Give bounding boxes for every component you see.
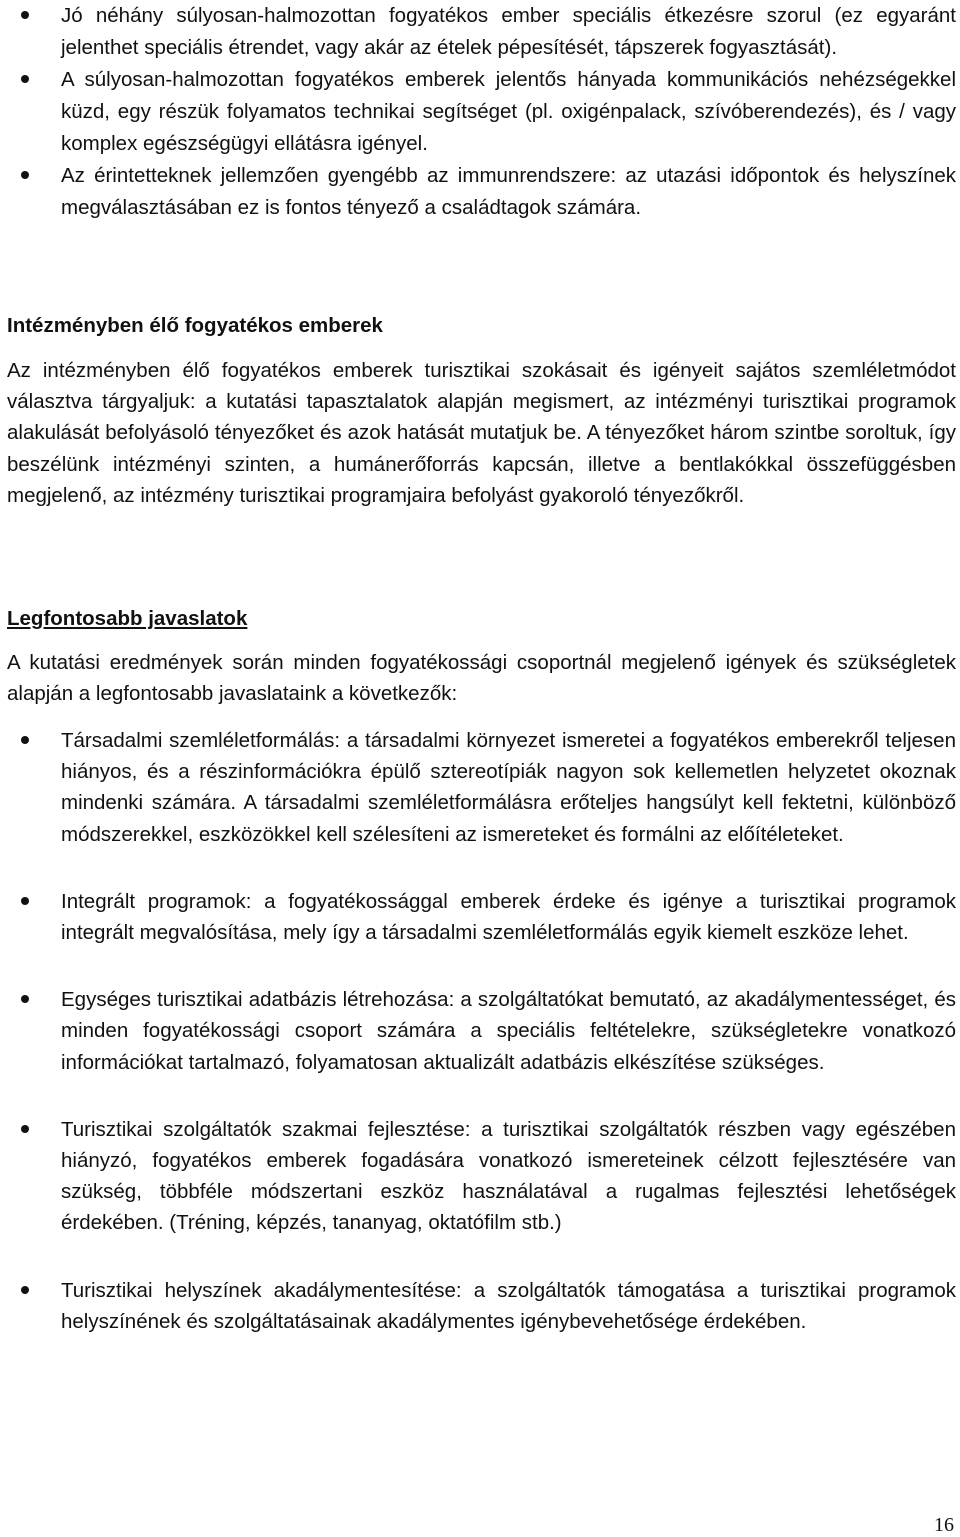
- list-item-text: Az érintetteknek jellemzően gyengébb az immunrendszere: az utazási időpontok és helyszínek megválasztásában ez is fontos tényező a családtagok számára.: [61, 164, 956, 219]
- list-item-text: Jó néhány súlyosan-halmozottan fogyatékos ember speciális étkezésre szorul (ez egyaránt jelenthet speciális étrendet, vagy akár az ételek pépesítését, tápszerek fogyasztását).: [61, 4, 956, 59]
- list-item: [0, 0, 960, 64]
- list-item-text: Turisztikai helyszínek akadálymentesítése: a szolgáltatók támogatása a turisztikai programok helyszínének és szolgáltatásainak akadálymentes igénybevehetősége érdekében.: [61, 1278, 956, 1333]
- section-heading: Intézményben élő fogyatékos emberek: [7, 314, 383, 337]
- bullet-icon: [21, 995, 29, 1003]
- list-item-text: Integrált programok: a fogyatékossággal emberek érdeke és igénye a turisztikai programok integrált megvalósítása, mely így a társadalmi szemléletformálás egyik kiemelt eszköze lehet.: [61, 889, 956, 945]
- bullet-icon: [21, 171, 29, 179]
- bullet-icon: [21, 11, 29, 19]
- section-heading: Legfontosabb javaslatok: [7, 607, 248, 630]
- list-item: [0, 984, 960, 1078]
- recommendation-list: [0, 725, 960, 1373]
- list-item: [0, 886, 960, 948]
- list-item: [0, 1275, 960, 1337]
- top-bullet-list: [0, 0, 960, 224]
- section-paragraph: A kutatási eredmények során minden fogyatékossági csoportnál megjelenő igények és szükségletek alapján a legfontosabb javaslataink a következők:: [7, 651, 956, 706]
- section-paragraph: Az intézményben élő fogyatékos emberek turisztikai szokásait és igényeit sajátos szemléletmódot választva tárgyaljuk: a kutatási tapasztalatok alapján megismert, az intézményi turisztikai programok alakulását befolyásoló tényezőket és azok hatását mutatjuk be. A tényezőket három szintbe soroltuk, így beszélünk intézményi szinten, a humánerőforrás kapcsán, illetve a bentlakókkal összefüggésben megjelenő, az intézmény turisztikai programjaira befolyást gyakoroló tényezőkről.: [7, 359, 956, 507]
- list-item-text: Egységes turisztikai adatbázis létrehozása: a szolgáltatókat bemutató, az akadálymentességet, és minden fogyatékossági csoport számára a speciális feltételekre, szükségletekre vonatkozó információkat tartalmazó, folyamatosan aktualizált adatbázis elkészítése szükséges.: [61, 988, 956, 1074]
- list-item: [0, 1114, 960, 1239]
- list-item: [0, 160, 960, 224]
- bullet-icon: [21, 1286, 29, 1294]
- bullet-icon: [21, 897, 29, 905]
- bullet-icon: [21, 1125, 29, 1133]
- bullet-icon: [21, 75, 29, 83]
- page-number: 16: [934, 1514, 954, 1536]
- list-item-text: Társadalmi szemléletformálás: a társadalmi környezet ismeretei a fogyatékos emberekről teljesen hiányos, és a részinformációkra épülő sztereotípiák nagyon sok kellemetlen helyzetet okoznak mindenki számára. A társadalmi szemléletformálásra erőteljes hangsúlyt kell fektetni, különböző módszerekkel, eszközökkel kell szélesíteni az ismereteket és formálni az előítéleteket.: [61, 729, 956, 846]
- list-item: [0, 725, 960, 850]
- list-item-text: A súlyosan-halmozottan fogyatékos emberek jelentős hányada kommunikációs nehézségekkel küzd, egy részük folyamatos technikai segítséget (pl. oxigénpalack, szívóberendezés), és / vagy komplex egészségügyi ellátásra igényel.: [61, 68, 956, 155]
- list-item: [0, 64, 960, 160]
- bullet-icon: [21, 736, 29, 744]
- list-item-text: Turisztikai szolgáltatók szakmai fejlesztése: a turisztikai szolgáltatók részben vagy egészében hiányzó, fogyatékos emberek fogadására vonatkozó ismereteinek célzott fejlesztésére van szükség, többféle módszertani eszköz használatával a rugalmas fejlesztési lehetőségek érdekében. (Tréning, képzés, tananyag, oktatófilm stb.): [61, 1117, 956, 1235]
